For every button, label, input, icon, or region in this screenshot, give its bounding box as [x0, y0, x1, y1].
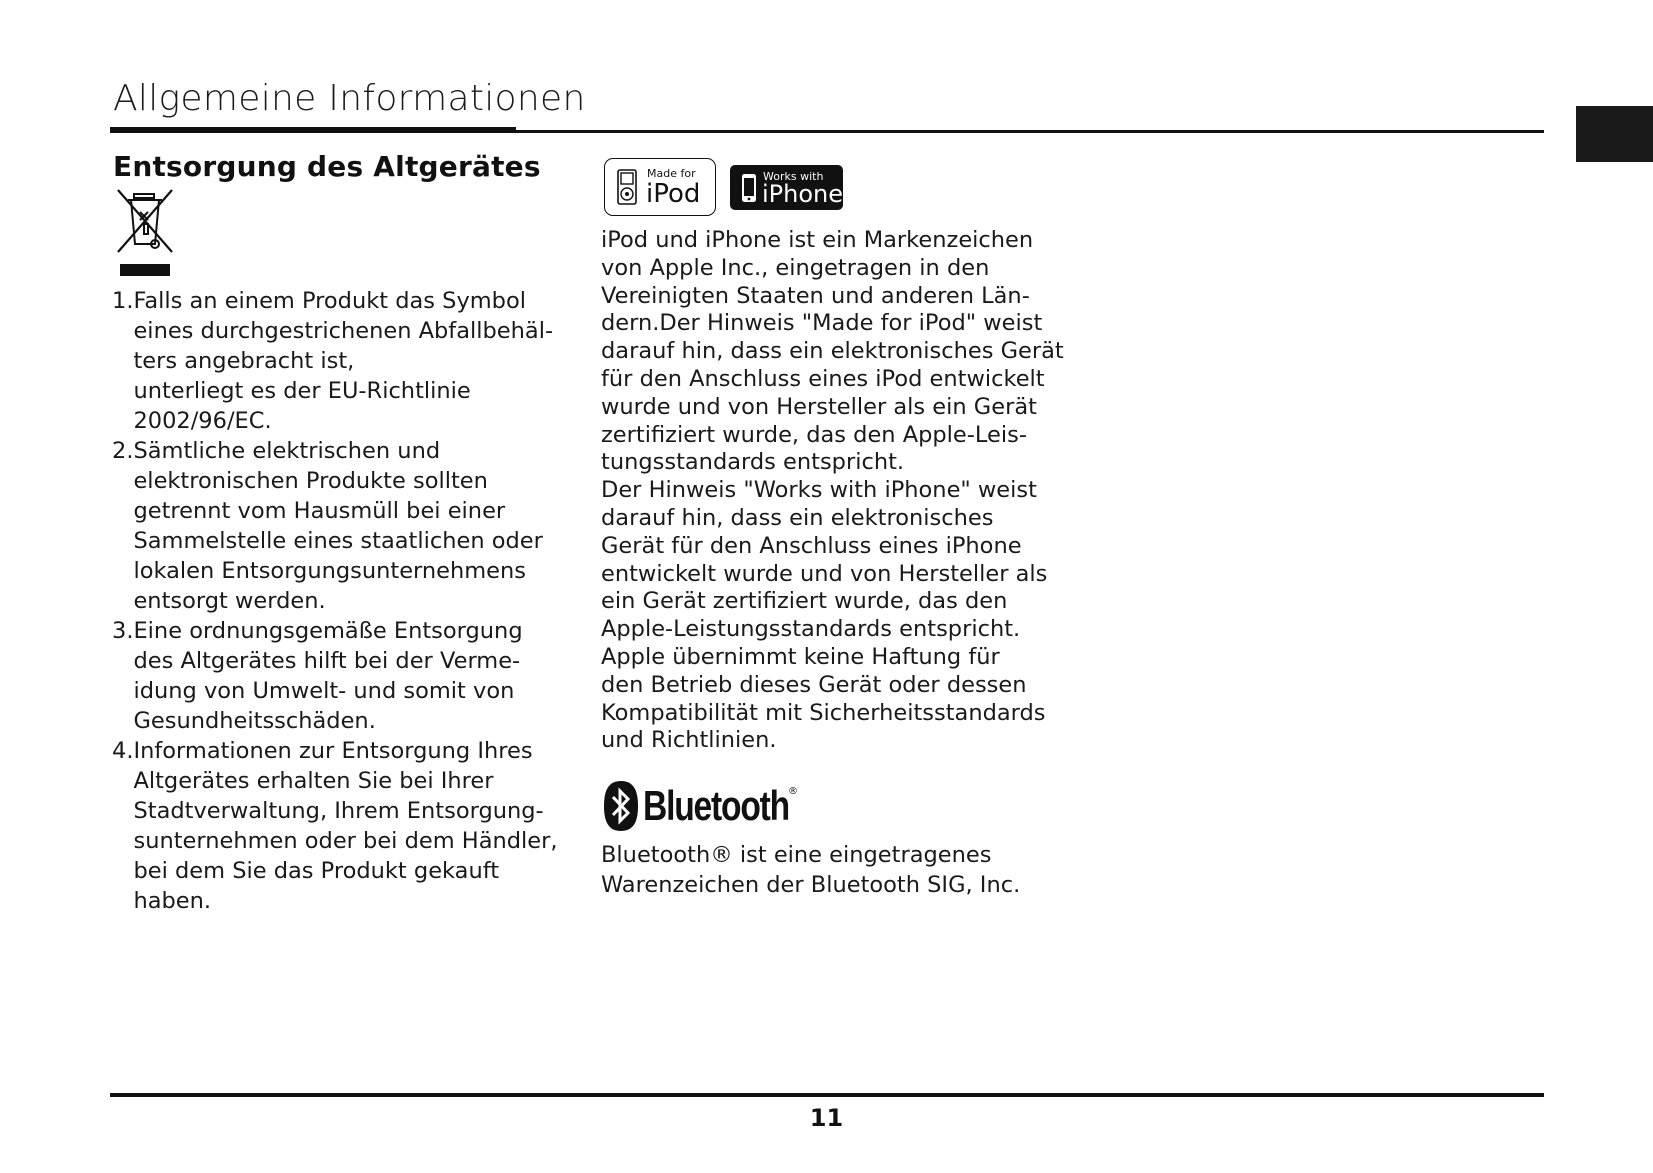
- list-item: [112, 436, 572, 616]
- list-item-text: Falls an einem Produkt das Symbol eines durchgestrichenen Abfallbehäl- ters angebracht ist, unterliegt es der EU-Richtlinie 2002/96/EC.: [133, 288, 554, 434]
- badge-small-text: Works with: [763, 170, 824, 183]
- apple-trademark-text: iPod und iPhone ist ein Markenzeichen von Apple Inc., eingetragen in den Vereinigten Staaten und anderen Län- dern.Der Hinweis "Made for iPod" weist darauf hin, dass ein elektronisches Gerät für den Anschluss eines iPod entwickelt wurde und von Hersteller als ein Gerät zertifiziert wurde, das den Apple-Leis- tungsstandards entspricht. Der Hinweis "Works with iPhone" weist darauf hin, dass ein elektronisches Gerät für den Anschluss eines iPhone entwickelt wurde und von Hersteller als ein Gerät zertifiziert wurde, das den Apple-Leistungsstandards entspricht. Apple übernimmt keine Haftung für den Betrieb dieses Gerät oder dessen Kompatibilität mit Sicherheitsstandards und Richtlinien.: [601, 227, 1064, 754]
- bluetooth-wordmark: Bluetooth: [643, 782, 789, 829]
- list-item-number: 4.: [112, 738, 134, 764]
- list-item: [112, 616, 572, 736]
- ipod-device-icon: [617, 169, 637, 205]
- bluetooth-registered-mark: ®: [788, 786, 798, 797]
- iphone-device-icon: [741, 173, 757, 203]
- badge-big-text: iPhone: [762, 180, 844, 208]
- disposal-list: [112, 286, 572, 916]
- list-item-text: Informationen zur Entsorgung Ihres Altgerätes erhalten Sie bei Ihrer Stadtverwaltung, Ihrem Entsorgung- sunternehmen oder bei dem Händler, bei dem Sie das Produkt gekauft haben.: [133, 738, 558, 914]
- section-heading: Entsorgung des Altgerätes: [113, 150, 541, 183]
- footer-rule: [110, 1093, 1544, 1097]
- page-number: 11: [809, 1104, 844, 1132]
- bluetooth-trademark-text: Bluetooth® ist eine eingetragenes Warenzeichen der Bluetooth SIG, Inc.: [601, 842, 1021, 898]
- list-item-text: Eine ordnungsgemäße Entsorgung des Altgerätes hilft bei der Verme- idung von Umwelt- und somit von Gesundheitsschäden.: [133, 618, 523, 734]
- list-item: [112, 736, 572, 916]
- bluetooth-icon: [603, 780, 639, 832]
- list-item-number: 1.: [112, 288, 134, 314]
- badge-small-text: Made for: [647, 167, 696, 180]
- title-rule-accent: [110, 127, 516, 133]
- list-item-text: Sämtliche elektrischen und elektronischen Produkte sollten getrennt vom Hausmüll bei einer Sammelstelle eines staatlichen oder lokalen Entsorgungsunternehmens entsorgt werden.: [133, 438, 543, 614]
- badge-big-text: iPod: [646, 179, 701, 209]
- list-item: [112, 286, 572, 436]
- list-item-number: 3.: [112, 618, 134, 644]
- works-with-iphone-badge: [730, 165, 843, 210]
- list-item-number: 2.: [112, 438, 134, 464]
- made-for-ipod-badge: [604, 158, 716, 216]
- page-title: Allgemeine Informationen: [113, 78, 586, 119]
- crossed-out-wheelie-bin-icon: [114, 186, 176, 276]
- chapter-tab-marker: [1576, 106, 1653, 162]
